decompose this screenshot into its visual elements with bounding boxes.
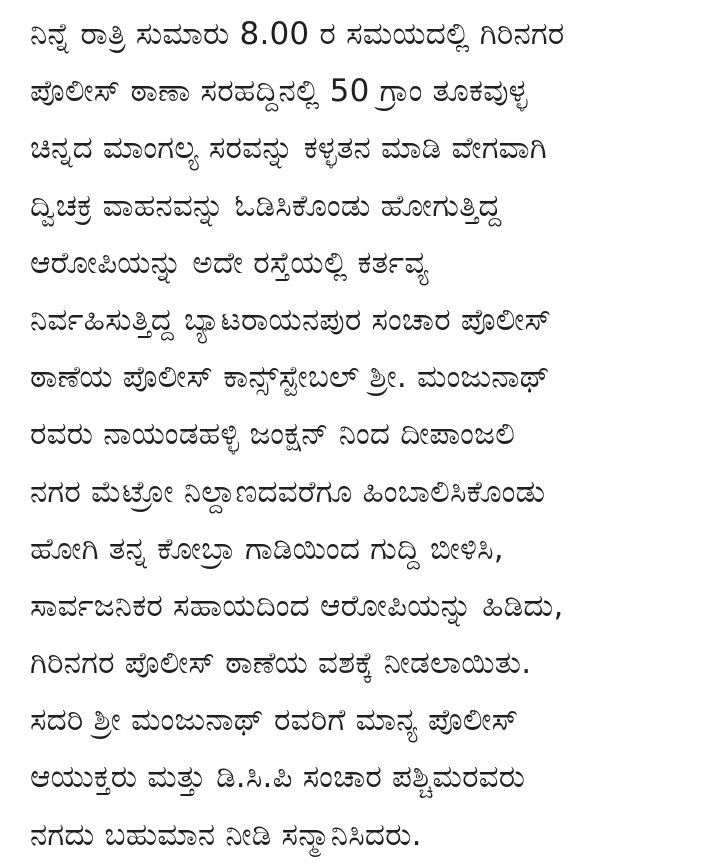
text-line: ನಿನ್ನೆ ರಾತ್ರಿ ಸುಮಾರು 8.00 ರ ಸಮಯದಲ್ಲಿ ಗಿರಿನಗರ [30,16,565,52]
text-line: ನಿರ್ವಹಿಸುತ್ತಿದ್ದ ಬ್ಯಾಟರಾಯನಪುರ ಸಂಚಾರ ಪೊಲೀಸ್ [30,301,552,338]
text-line: ಸಾರ್ವಜನಿಕರ ಸಹಾಯದಿಂದ ಆರೋಪಿಯನ್ನು ಹಿಡಿದು, [30,587,564,624]
article-paragraph [30,6,720,864]
text-line: ರವರು ನಾಯಂಡಹಳ್ಳಿ ಜಂಕ್ಷನ್ ನಿಂದ ದೀಪಾಂಜಲಿ [30,416,516,453]
text-line: ಚಿನ್ನದ ಮಾಂಗಲ್ಯ ಸರವನ್ನು ಕಳ್ಳತನ ಮಾಡಿ ವೇಗವಾಗಿ [30,130,547,167]
text-line: ಠಾಣೆಯ ಪೊಲೀಸ್ ಕಾನ್ಸ್‌ಸ್ಟೇಬಲ್ ಶ್ರೀ. ಮಂಜುನಾಥ್ [30,359,550,396]
text-line: ದ್ವಿಚಕ್ರ ವಾಹನವನ್ನು ಓಡಿಸಿಕೊಂಡು ಹೋಗುತ್ತಿದ್ದ [30,187,502,224]
text-line: ಆರೋಪಿಯನ್ನು ಅದೇ ರಸ್ತೆಯಲ್ಲಿ ಕರ್ತವ್ಯ [30,244,429,281]
text-line: ಆಯುಕ್ತರು ಮತ್ತು ಡಿ.ಸಿ.ಪಿ ಸಂಚಾರ ಪಶ್ಚಿಮರವರು [30,759,526,796]
text-line: ಹೋಗಿ ತನ್ನ ಕೋಬ್ರಾ ಗಾಡಿಯಿಂದ ಗುದ್ದಿ ಬೀಳಿಸಿ, [30,530,504,567]
text-line: ಗಿರಿನಗರ ಪೊಲೀಸ್ ಠಾಣೆಯ ವಶಕ್ಕೆ ನೀಡಲಾಯಿತು. [30,645,532,682]
text-line: ನಗರ ಮೆಟ್ರೋ ನಿಲ್ದಾಣದವರೆಗೂ ಹಿಂಬಾಲಿಸಿಕೊಂಡು [30,473,546,510]
text-line: ನಗದು ಬಹುಮಾನ ನೀಡಿ ಸನ್ಮಾನಿಸಿದರು. [30,816,422,853]
text-line: ಸದರಿ ಶ್ರೀ ಮಂಜುನಾಥ್ ರವರಿಗೆ ಮಾನ್ಯ ಪೊಲೀಸ್ [30,702,519,739]
text-line: ಪೊಲೀಸ್ ಠಾಣಾ ಸರಹದ್ದಿನಲ್ಲಿ 50 ಗ್ರಾಂ ತೂಕವುಳ್ಳ [30,73,528,110]
